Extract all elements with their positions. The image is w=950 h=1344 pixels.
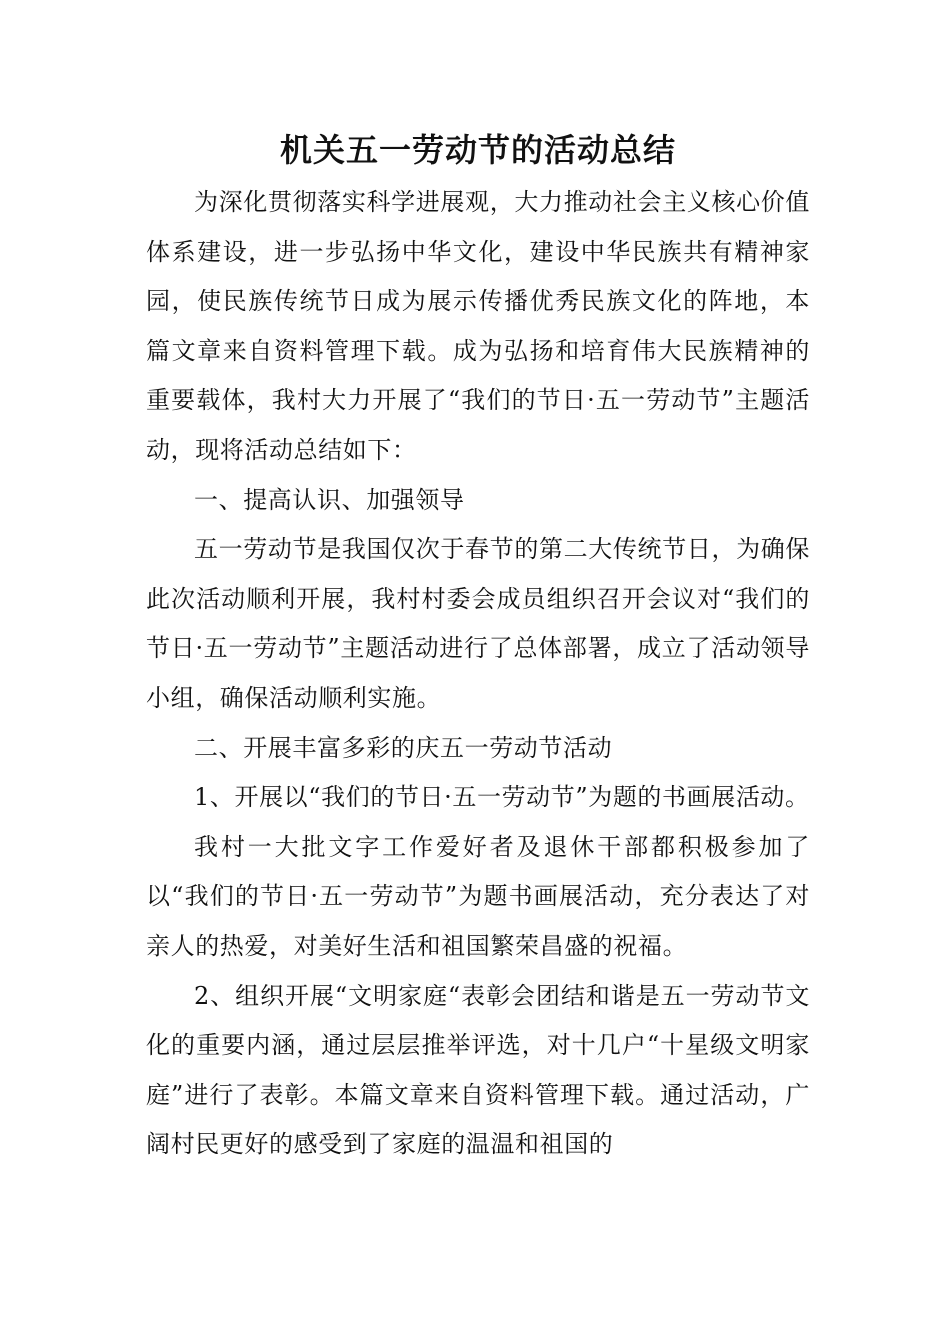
section-heading-2: 二、开展丰富多彩的庆五一劳动节活动 [194, 733, 613, 762]
list-item-2: 2、组织开展“文明家庭“表彰会团结和谐是五一劳动节文化的重要内涵，通过层层推举评选，对十几户“十星级文明家庭”进行了表彰。本篇文章来自资料管理下载。通过活动，广阔村民更好的感受到了家庭的温温和祖国的 [146, 981, 810, 1159]
paragraph-list-item-1-detail: 我村一大批文字工作爱好者及退休干部都积极参加了以“我们的节日·五一劳动节”为题书画展活动，充分表达了对亲人的热爱，对美好生活和祖国繁荣昌盛的祝福。 [146, 832, 810, 960]
paragraph-section-1: 五一劳动节是我国仅次于春节的第二大传统节日，为确保此次活动顺利开展，我村村委会成员组织召开会议对“我们的节日·五一劳动节”主题活动进行了总体部署，成立了活动领导小组，确保活动顺利实施。 [146, 535, 810, 712]
paragraph-intro: 为深化贯彻落实科学进展观，大力推动社会主义核心价值体系建设，进一步弘扬中华文化，建设中华民族共有精神家园，使民族传统节日成为展示传播优秀民族文化的阵地，本篇文章来自资料管理下载。成为弘扬和培育伟大民族精神的重要载体，我村大力开展了“我们的节日·五一劳动节”主题活动，现将活动总结如下： [146, 188, 810, 464]
document-page [146, 128, 810, 1170]
section-heading-1: 一、提高认识、加强领导 [194, 485, 465, 514]
list-item-1: 1、开展以“我们的节日·五一劳动节”为题的书画展活动。 [194, 783, 810, 812]
document-title: 机关五一劳动节的活动总结 [279, 131, 676, 169]
